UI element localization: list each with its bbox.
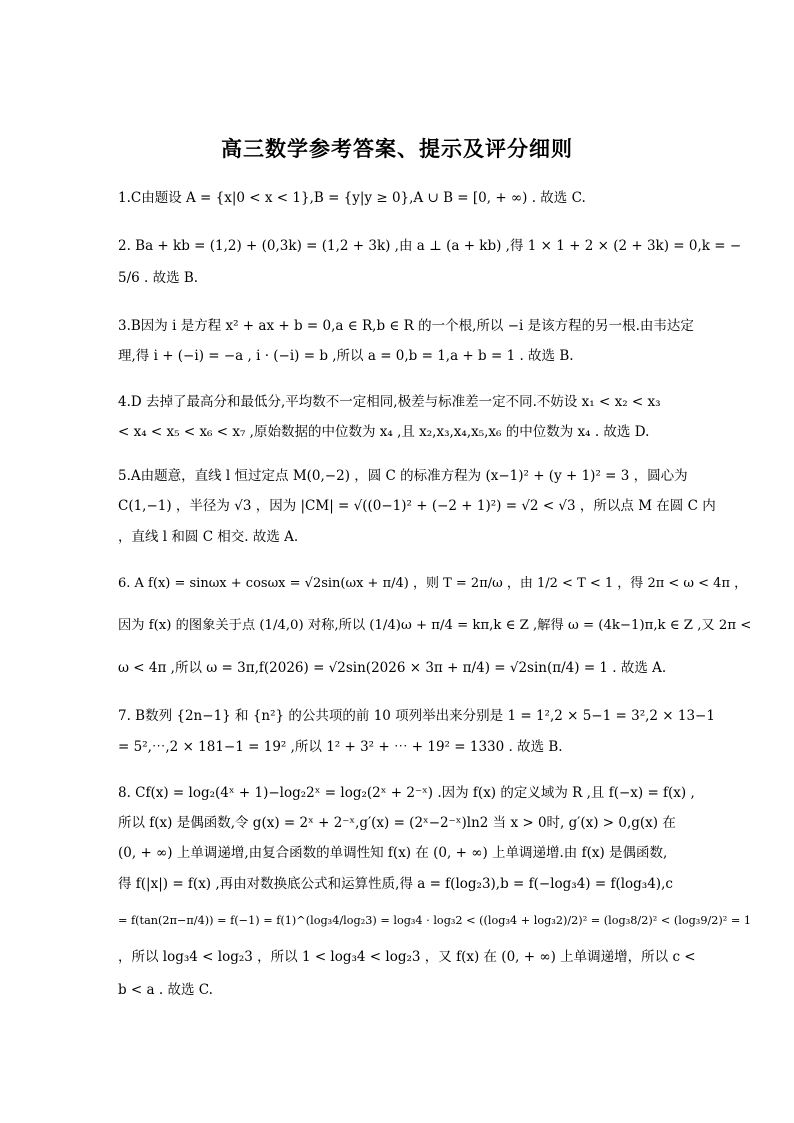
answer-line: 5/6 . 故选 B. [118, 270, 199, 286]
answer-line: ，直线 l 和圆 C 相交. 故选 A. [118, 529, 299, 545]
answer-line: 5.A由题意，直线 l 恒过定点 M(0,−2) ，圆 C 的标准方程为 (x−1)² + (y + 1)² = 3 ，圆心为 [118, 468, 688, 484]
answer-line: 3.B因为 i 是方程 x² + ax + b = 0,a ∈ R,b ∈ R 的一个根,所以 −i 是该方程的另一根.由韦达定 [118, 318, 694, 334]
answer-line: 得 f(|x|) = f(x) ,再由对数换底公式和运算性质,得 a = f(log₂3),b = f(−log₃4) = f(log₃4),c [118, 876, 673, 892]
answer-line: 7. B数列 {2n−1} 和 {n²} 的公共项的前 10 项列举出来分别是 1 = 1²,2 × 5−1 = 3²,2 × 13−1 [118, 708, 715, 724]
answer-line: 8. Cf(x) = log₂(4ˣ + 1)−log₂2ˣ = log₂(2ˣ + 2⁻ˣ) .因为 f(x) 的定义域为 R ,且 f(−x) = f(x) , [118, 785, 695, 801]
answer-line: (0, + ∞) 上单调递增,由复合函数的单调性知 f(x) 在 (0, + ∞) 上单调递增.由 f(x) 是偶函数, [118, 845, 668, 861]
answer-line: 2. Ba + kb = (1,2) + (0,3k) = (1,2 + 3k) ,由 a ⊥ (a + kb) ,得 1 × 1 + 2 × (2 + 3k) = 0,k = − [118, 238, 742, 254]
answer-line: 6. A f(x) = sinωx + cosωx = √2sin(ωx + π/4) ，则 T = 2π/ω ，由 1/2 < T < 1 ，得 2π < ω < 4π ， [118, 576, 748, 591]
answer-line: C(1,−1) ，半径为 √3 ，因为 |CM| = √((0−1)² + (−2 + 1)²) = √2 < √3 ，所以点 M 在圆 C 内 [118, 498, 716, 514]
answer-line: 4.D 去掉了最高分和最低分,平均数不一定相同,极差与标准差一定不同.不妨设 x₁ < x₂ < x₃ [118, 394, 661, 410]
answer-line: 1.C由题设 A = {x|0 < x < 1},B = {y|y ≥ 0},A ∪ B = [0, + ∞) . 故选 C. [118, 190, 586, 206]
answer-line: 因为 f(x) 的图象关于点 (1/4,0) 对称,所以 (1/4)ω + π/4 = kπ,k ∈ Z ,解得 ω = (4k−1)π,k ∈ Z ,又 2π < [118, 618, 752, 633]
answer-line: ω < 4π ,所以 ω = 3π,f(2026) = √2sin(2026 × 3π + π/4) = √2sin(π/4) = 1 . 故选 A. [118, 660, 667, 676]
answer-line: = f(tan(2π−π/4)) = f(−1) = f(1)^(log₃4/log₂3) = log₃4 · log₃2 < ((log₃4 + log₃2)/2)² = (log₃8/2)² < (log₃9/2)² = 1 [118, 914, 752, 927]
page-title: 高三数学参考答案、提示及评分细则 [221, 137, 573, 161]
answer-line: ，所以 log₃4 < log₂3 ，所以 1 < log₃4 < log₂3 ，又 f(x) 在 (0, + ∞) 上单调递增，所以 c < [118, 949, 696, 965]
answer-line: < x₄ < x₅ < x₆ < x₇ ,原始数据的中位数为 x₄ ,且 x₂,x₃,x₄,x₅,x₆ 的中位数为 x₄ . 故选 D. [118, 424, 650, 440]
answer-line: = 5²,⋯,2 × 181−1 = 19² ,所以 1² + 3² + ⋯ + 19² = 1330 . 故选 B. [118, 739, 563, 755]
answer-line: b < a . 故选 C. [118, 982, 213, 998]
answer-line: 所以 f(x) 是偶函数,令 g(x) = 2ˣ + 2⁻ˣ,g′(x) = (2ˣ−2⁻ˣ)ln2 当 x > 0时, g′(x) > 0,g(x) 在 [118, 815, 676, 831]
answer-line: 理,得 i + (−i) = −a , i · (−i) = b ,所以 a = 0,b = 1,a + b = 1 . 故选 B. [118, 348, 574, 364]
